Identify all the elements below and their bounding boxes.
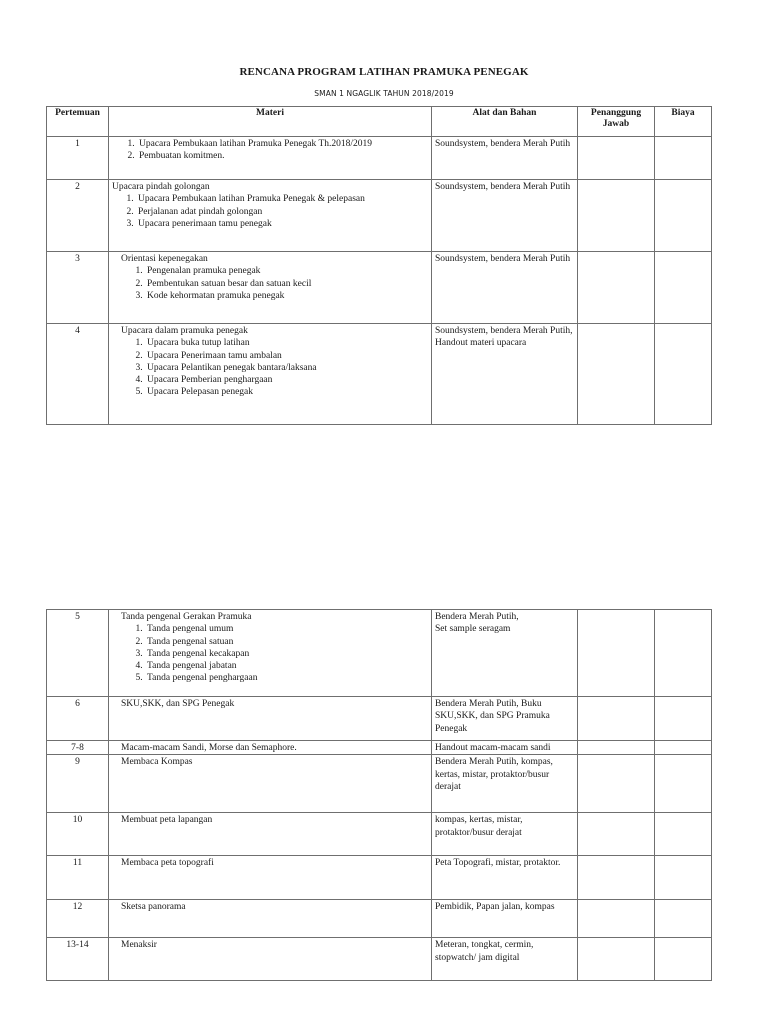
alat-bahan-line: Meteran, tongkat, cermin, stopwatch/ jam digital [435, 940, 534, 963]
materi-heading: Upacara dalam pramuka penegak [121, 326, 248, 336]
penanggung-jawab-cell [578, 324, 655, 425]
materi-heading: Menaksir [121, 940, 157, 951]
table-row [47, 856, 712, 900]
biaya-cell [655, 741, 712, 755]
penanggung-jawab-cell [578, 697, 655, 741]
table-row [47, 324, 712, 425]
pertemuan-cell: 9 [47, 755, 109, 813]
materi-cell [109, 180, 432, 252]
materi-item: 1. Upacara Pembukaan latihan Pramuka Penegak & pelepasan [136, 193, 428, 205]
document-title: RENCANA PROGRAM LATIHAN PRAMUKA PENEGAK [239, 66, 529, 78]
materi-list [112, 193, 428, 230]
table-row [47, 697, 712, 741]
materi-list [121, 138, 428, 163]
table-row [47, 610, 712, 697]
materi-item: 1. Upacara Pembukaan latihan Pramuka Penegak Th.2018/2019 [137, 138, 428, 150]
materi-item: 1. Upacara buka tutup latihan [145, 337, 428, 349]
biaya-cell [655, 137, 712, 180]
alat-bahan-cell: Soundsystem, bendera Merah Putih [432, 180, 578, 252]
penanggung-jawab-cell [578, 900, 655, 938]
penanggung-jawab-cell [578, 610, 655, 697]
pertemuan-cell: 10 [47, 813, 109, 856]
materi-heading: Upacara pindah golongan [112, 182, 210, 192]
pertemuan-cell: 3 [47, 252, 109, 324]
alat-bahan-cell: Soundsystem, bendera Merah Putih, Handout materi upacara [432, 324, 578, 425]
biaya-cell [655, 813, 712, 856]
materi-cell [109, 755, 432, 813]
header-materi: Materi [109, 107, 432, 137]
penanggung-jawab-cell [578, 252, 655, 324]
materi-item: 2. Pembentukan satuan besar dan satuan kecil [145, 278, 428, 290]
pertemuan-cell: 4 [47, 324, 109, 425]
alat-bahan-cell [432, 755, 578, 813]
materi-cell [109, 900, 432, 938]
biaya-cell [655, 856, 712, 900]
alat-bahan-cell [432, 856, 578, 900]
header-penanggung-jawab: Penanggung Jawab [578, 107, 655, 137]
biaya-cell [655, 252, 712, 324]
materi-cell [109, 324, 432, 425]
alat-bahan-cell [432, 697, 578, 741]
pertemuan-cell: 5 [47, 610, 109, 697]
header-biaya: Biaya [655, 107, 712, 137]
materi-heading: Membaca peta topografi [121, 858, 214, 869]
materi-item: 3. Tanda pengenal kecakapan [145, 648, 428, 660]
alat-bahan-line: kompas, kertas, mistar, protaktor/busur derajat [435, 815, 523, 838]
alat-bahan-cell [432, 938, 578, 981]
alat-bahan-cell [432, 900, 578, 938]
materi-cell [109, 856, 432, 900]
materi-heading: Macam-macam Sandi, Morse dan Semaphore. [121, 743, 297, 753]
alat-bahan-line: Bendera Merah Putih, kompas, kertas, mistar, protaktor/busur derajat [435, 757, 553, 792]
penanggung-jawab-cell [578, 813, 655, 856]
alat-bahan-line: Peta Topografi, mistar, protaktor. [435, 858, 561, 869]
materi-item: 3. Upacara Pelantikan penegak bantara/laksana [145, 362, 428, 374]
alat-bahan-cell [432, 741, 578, 755]
table-row [47, 741, 712, 755]
materi-heading: Tanda pengenal Gerakan Pramuka [121, 612, 252, 622]
table-row [47, 137, 712, 180]
header-alat-bahan: Alat dan Bahan [432, 107, 578, 137]
document-subtitle: SMAN 1 NGAGLIK TAHUN 2018/2019 [314, 89, 454, 98]
pertemuan-cell: 6 [47, 697, 109, 741]
materi-item: 2. Perjalanan adat pindah golongan [136, 206, 428, 218]
materi-cell [109, 610, 432, 697]
pertemuan-cell: 13-14 [47, 938, 109, 981]
alat-bahan-line: Set sample seragam [435, 624, 511, 635]
alat-bahan-cell: Soundsystem, bendera Merah Putih [432, 252, 578, 324]
biaya-cell [655, 324, 712, 425]
alat-bahan-line: Pembidik, Papan jalan, kompas [435, 902, 555, 913]
materi-item: 4. Upacara Pemberian penghargaan [145, 374, 428, 386]
alat-bahan-line: Bendera Merah Putih, [435, 612, 519, 622]
header-pertemuan: Pertemuan [47, 107, 109, 137]
program-table-page-1 [46, 106, 712, 425]
materi-list [121, 337, 428, 398]
materi-cell [109, 697, 432, 741]
alat-bahan-cell: Soundsystem, bendera Merah Putih [432, 137, 578, 180]
materi-item: 5. Tanda pengenal penghargaan [145, 672, 428, 684]
materi-cell [109, 741, 432, 755]
materi-item: 3. Kode kehormatan pramuka penegak [145, 290, 428, 302]
materi-cell [109, 252, 432, 324]
materi-item: 3. Upacara penerimaan tamu penegak [136, 218, 428, 230]
materi-list [121, 265, 428, 302]
biaya-cell [655, 180, 712, 252]
table-row [47, 180, 712, 252]
table-row [47, 900, 712, 938]
pertemuan-cell: 11 [47, 856, 109, 900]
materi-heading: SKU,SKK, dan SPG Penegak [121, 699, 235, 709]
alat-bahan-cell [432, 610, 578, 697]
biaya-cell [655, 610, 712, 697]
materi-cell [109, 137, 432, 180]
materi-list [121, 623, 428, 684]
penanggung-jawab-cell [578, 741, 655, 755]
materi-item: 1. Tanda pengenal umum [145, 623, 428, 635]
materi-item: 1. Pengenalan pramuka penegak [145, 265, 428, 277]
materi-item: 2. Upacara Penerimaan tamu ambalan [145, 350, 428, 362]
materi-heading: Sketsa panorama [121, 902, 186, 913]
table-row [47, 813, 712, 856]
alat-bahan-cell [432, 813, 578, 856]
penanggung-jawab-cell [578, 180, 655, 252]
materi-item: 2. Pembuatan komitmen. [137, 150, 428, 162]
table-row [47, 938, 712, 981]
alat-bahan-line: Handout macam-macam sandi [435, 743, 551, 753]
penanggung-jawab-cell [578, 856, 655, 900]
materi-item: 2. Tanda pengenal satuan [145, 636, 428, 648]
biaya-cell [655, 938, 712, 981]
materi-heading: Orientasi kepenegakan [121, 254, 208, 264]
biaya-cell [655, 697, 712, 741]
alat-bahan-line: Bendera Merah Putih, Buku SKU,SKK, dan SPG Pramuka Penegak [435, 699, 550, 734]
materi-item: 4. Tanda pengenal jabatan [145, 660, 428, 672]
materi-cell [109, 813, 432, 856]
pertemuan-cell: 2 [47, 180, 109, 252]
table-row [47, 755, 712, 813]
program-table-page-2 [46, 609, 712, 981]
pertemuan-cell: 7-8 [47, 741, 109, 755]
materi-cell [109, 938, 432, 981]
biaya-cell [655, 755, 712, 813]
table-row [47, 252, 712, 324]
penanggung-jawab-cell [578, 137, 655, 180]
penanggung-jawab-cell [578, 938, 655, 981]
biaya-cell [655, 900, 712, 938]
pertemuan-cell: 1 [47, 137, 109, 180]
materi-heading: Membuat peta lapangan [121, 815, 213, 826]
materi-heading: Membaca Kompas [121, 757, 193, 768]
pertemuan-cell: 12 [47, 900, 109, 938]
materi-item: 5. Upacara Pelepasan penegak [145, 386, 428, 398]
penanggung-jawab-cell [578, 755, 655, 813]
